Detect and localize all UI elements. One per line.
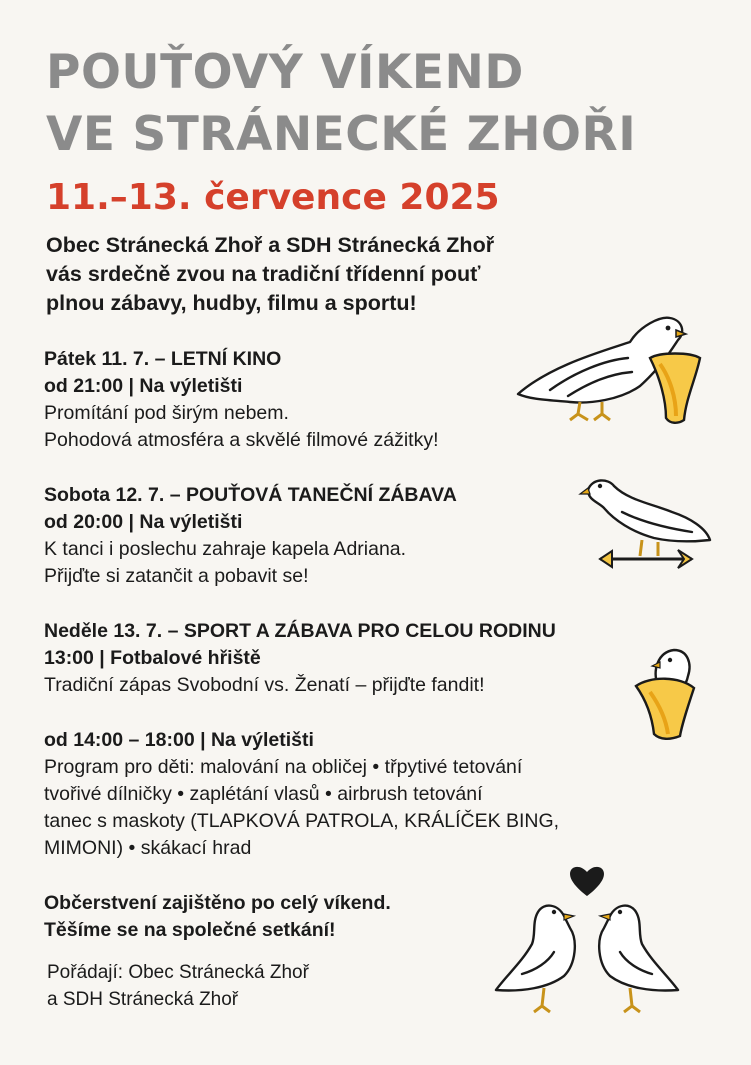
organizers-line: Pořádají: Obec Stránecká Zhoř bbox=[47, 962, 309, 983]
section-kids-program bbox=[44, 727, 559, 862]
section-heading: Sobota 12. 7. – POUŤOVÁ TANEČNÍ ZÁBAVA bbox=[44, 484, 457, 506]
section-time-place: 13:00 | Fotbalové hřiště bbox=[44, 647, 261, 669]
section-line: tanec s maskoty (TLAPKOVÁ PATROLA, KRÁLÍČEK BING, bbox=[44, 810, 560, 832]
intro-line: vás srdečně zvou na tradiční třídenní pouť bbox=[46, 262, 481, 286]
poster-title bbox=[46, 42, 636, 166]
section-heading: Pátek 11. 7. – LETNÍ KINO bbox=[44, 348, 282, 370]
section-line: Pohodová atmosféra a skvělé filmové zážitky! bbox=[44, 429, 439, 451]
section-line: tvořivé dílničky • zaplétání vlasů • airbrush tetování bbox=[44, 783, 483, 805]
section-line: Přijďte si zatančit a pobavit se! bbox=[44, 565, 309, 587]
section-line: Program pro děti: malování na obličej • třpytivé tetování bbox=[44, 756, 523, 778]
intro-text bbox=[46, 231, 494, 318]
section-sunday bbox=[44, 618, 556, 699]
dove-in-horn-icon bbox=[630, 646, 700, 742]
intro-line: plnou zábavy, hudby, filmu a sportu! bbox=[46, 291, 417, 315]
organizers-line: a SDH Stránecká Zhoř bbox=[47, 989, 239, 1010]
organizers bbox=[47, 959, 309, 1013]
closing-text bbox=[44, 890, 391, 944]
dove-on-arrow-icon bbox=[582, 476, 712, 581]
section-friday bbox=[44, 346, 439, 454]
section-time-place: od 14:00 – 18:00 | Na výletišti bbox=[44, 729, 314, 751]
intro-line: Obec Stránecká Zhoř a SDH Stránecká Zhoř bbox=[46, 233, 495, 257]
event-dates: 11.–13. července 2025 bbox=[46, 177, 500, 218]
two-doves-heart-icon bbox=[492, 866, 682, 1016]
section-heading: Neděle 13. 7. – SPORT A ZÁBAVA PRO CELOU RODINU bbox=[44, 620, 556, 642]
closing-line: Občerstvení zajištěno po celý víkend. bbox=[44, 892, 391, 914]
section-line: Tradiční zápas Svobodní vs. Ženatí – přijďte fandit! bbox=[44, 674, 485, 696]
section-time-place: od 21:00 | Na výletišti bbox=[44, 375, 243, 397]
section-line: K tanci i poslechu zahraje kapela Adriana. bbox=[44, 538, 407, 560]
dove-with-horn-icon bbox=[510, 308, 710, 433]
title-line-2: VE STRÁNECKÉ ZHOŘI bbox=[46, 107, 637, 162]
closing-line: Těšíme se na společné setkání! bbox=[44, 919, 336, 941]
section-saturday bbox=[44, 482, 457, 590]
section-line: MIMONI) • skákací hrad bbox=[44, 837, 252, 859]
title-line-1: POUŤOVÝ VÍKEND bbox=[46, 45, 524, 100]
section-time-place: od 20:00 | Na výletišti bbox=[44, 511, 243, 533]
section-line: Promítání pod širým nebem. bbox=[44, 402, 289, 424]
